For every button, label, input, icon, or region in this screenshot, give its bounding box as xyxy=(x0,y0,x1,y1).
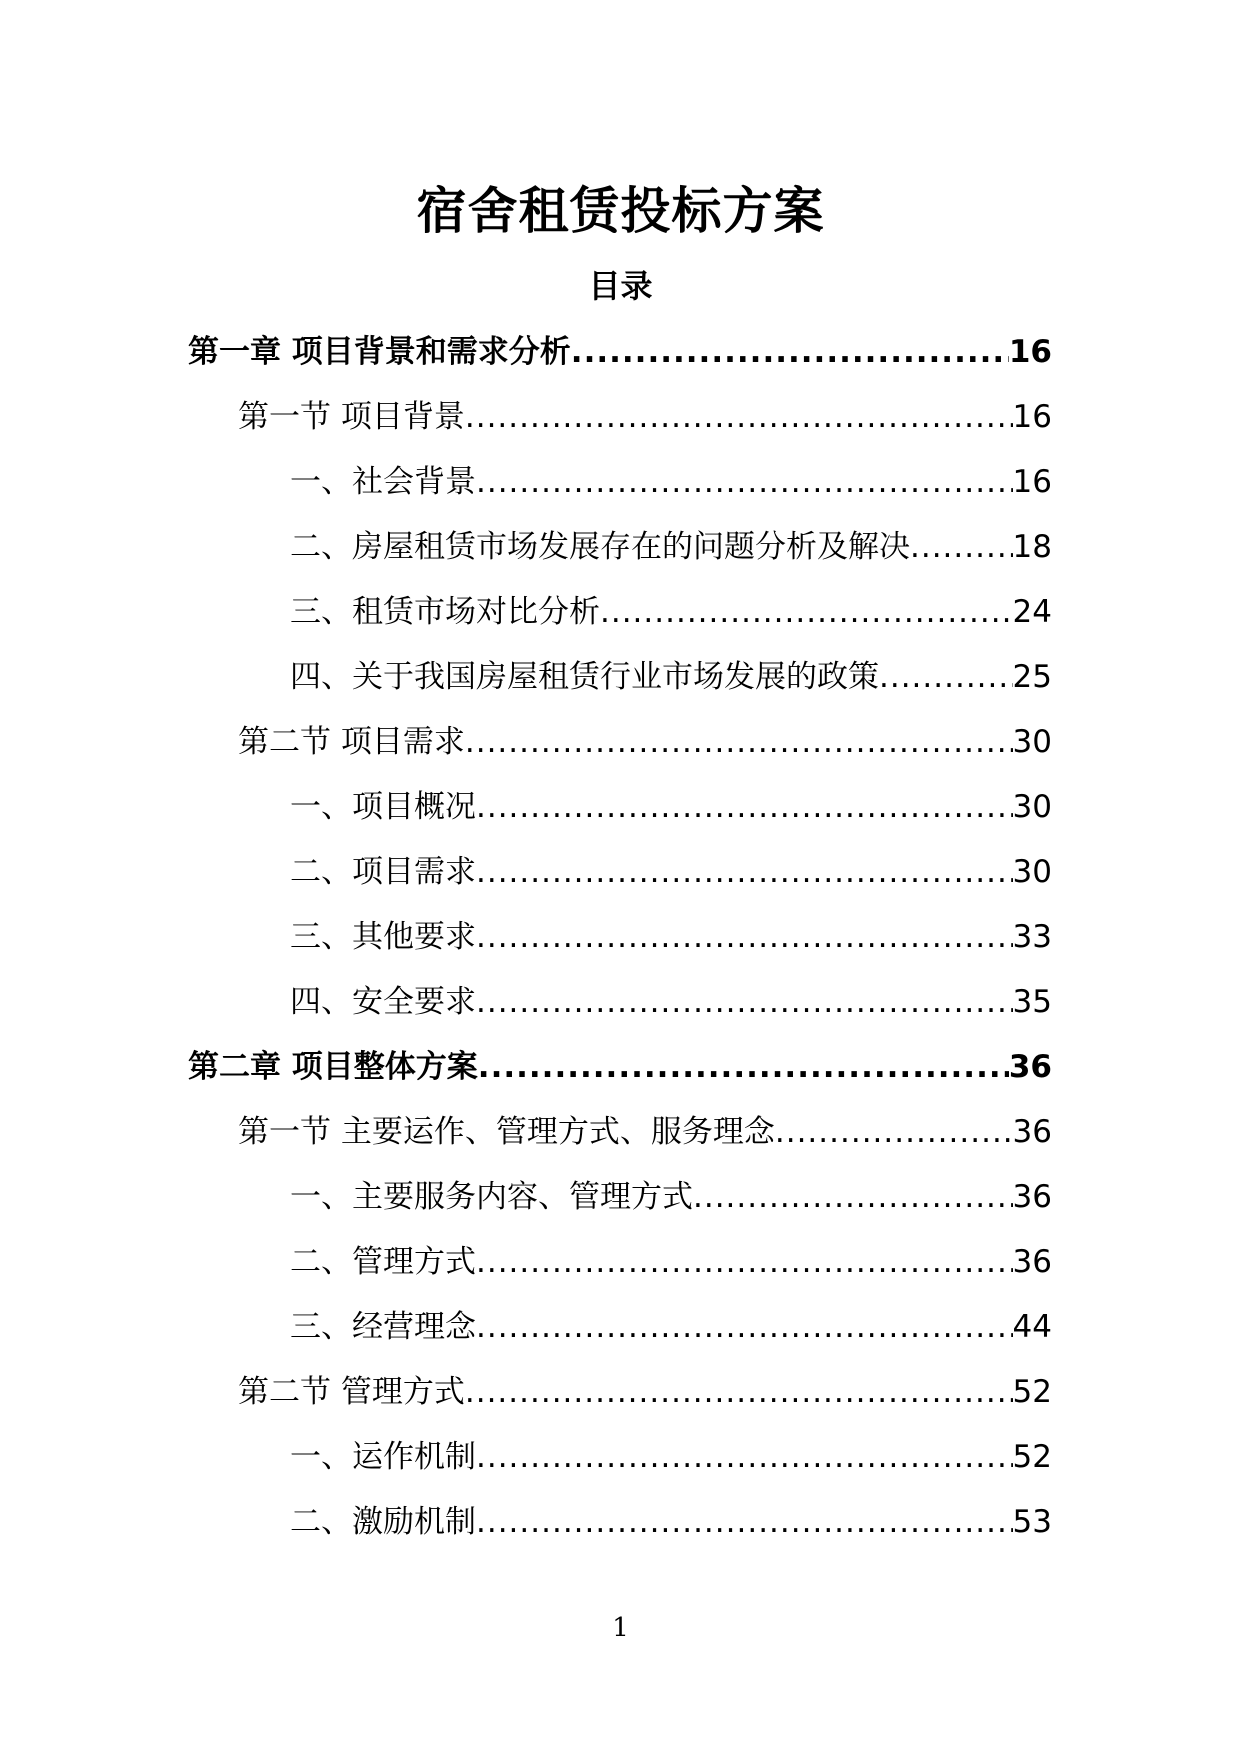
toc-entry-title: 第二节 项目需求 xyxy=(238,724,465,760)
toc-entry-page: 16 xyxy=(1008,334,1052,370)
toc-leader-dots xyxy=(775,1106,1013,1158)
document-title: 宿舍租赁投标方案 xyxy=(416,182,825,240)
toc-leader-dots xyxy=(879,651,1013,703)
page-number: 1 xyxy=(612,1613,629,1643)
toc-entry-title: 一、主要服务内容、管理方式 xyxy=(290,1179,693,1215)
toc-leader-dots xyxy=(476,846,1013,898)
toc-entry-page: 33 xyxy=(1012,919,1052,955)
toc-entry-title: 二、项目需求 xyxy=(290,854,476,890)
toc-entry-page: 18 xyxy=(1012,529,1052,565)
toc-entry-page: 36 xyxy=(1012,1114,1052,1150)
toc-entry-section[interactable] xyxy=(0,391,1241,456)
toc-entry-section[interactable] xyxy=(0,716,1241,781)
toc-entry-page: 25 xyxy=(1012,659,1052,695)
toc-entry-title: 四、关于我国房屋租赁行业市场发展的政策 xyxy=(290,659,879,695)
toc-entry-item[interactable] xyxy=(0,521,1241,586)
toc-leader-dots xyxy=(693,1171,1013,1223)
toc-leader-dots xyxy=(476,1431,1013,1483)
toc-entry-page: 30 xyxy=(1012,724,1052,760)
toc-entry-item[interactable] xyxy=(0,456,1241,521)
toc-entry-item[interactable] xyxy=(0,781,1241,846)
toc-entry-item[interactable] xyxy=(0,976,1241,1041)
toc-entry-page: 53 xyxy=(1012,1504,1052,1540)
toc-entry-page: 44 xyxy=(1012,1309,1052,1345)
toc-entry-chapter[interactable] xyxy=(0,1041,1241,1106)
toc-entry-item[interactable] xyxy=(0,1496,1241,1561)
toc-entry-page: 30 xyxy=(1012,854,1052,890)
toc-entry-page: 35 xyxy=(1012,984,1052,1020)
toc-entry-page: 36 xyxy=(1012,1179,1052,1215)
toc-leader-dots xyxy=(476,911,1013,963)
toc-entry-chapter[interactable] xyxy=(0,326,1241,391)
toc-leader-dots xyxy=(478,1041,1009,1093)
toc-entry-title: 三、经营理念 xyxy=(290,1309,476,1345)
toc-entry-title: 第二节 管理方式 xyxy=(238,1374,465,1410)
toc-entry-title: 四、安全要求 xyxy=(290,984,476,1020)
toc-leader-dots xyxy=(465,391,1013,443)
toc-entry-item[interactable] xyxy=(0,1236,1241,1301)
toc-leader-dots xyxy=(571,326,1009,378)
toc-entry-page: 16 xyxy=(1012,464,1052,500)
toc-entry-page: 36 xyxy=(1012,1244,1052,1280)
toc-entry-section[interactable] xyxy=(0,1366,1241,1431)
toc-entry-title: 第一章 项目背景和需求分析 xyxy=(188,334,571,370)
toc-entry-title: 一、项目概况 xyxy=(290,789,476,825)
toc-leader-dots xyxy=(910,521,1013,573)
toc-leader-dots xyxy=(476,781,1013,833)
toc-entry-page: 52 xyxy=(1012,1374,1052,1410)
toc-entry-item[interactable] xyxy=(0,1171,1241,1236)
toc-entry-item[interactable] xyxy=(0,651,1241,716)
toc-leader-dots xyxy=(476,1236,1013,1288)
toc-entry-page: 16 xyxy=(1012,399,1052,435)
toc-leader-dots xyxy=(465,1366,1013,1418)
toc-heading: 目录 xyxy=(588,267,653,305)
toc-entry-title: 第一节 主要运作、管理方式、服务理念 xyxy=(238,1114,775,1150)
toc-entry-title: 第二章 项目整体方案 xyxy=(188,1049,478,1085)
toc-entry-item[interactable] xyxy=(0,1431,1241,1496)
toc-entry-title: 一、社会背景 xyxy=(290,464,476,500)
toc-entry-item[interactable] xyxy=(0,586,1241,651)
toc-entry-item[interactable] xyxy=(0,846,1241,911)
toc-entry-item[interactable] xyxy=(0,1301,1241,1366)
toc-entry-section[interactable] xyxy=(0,1106,1241,1171)
toc-leader-dots xyxy=(600,586,1013,638)
toc-entry-title: 三、其他要求 xyxy=(290,919,476,955)
toc-entry-page: 36 xyxy=(1008,1049,1052,1085)
toc-leader-dots xyxy=(476,1301,1013,1353)
toc-leader-dots xyxy=(476,1496,1013,1548)
toc-leader-dots xyxy=(465,716,1013,768)
toc-entry-title: 三、租赁市场对比分析 xyxy=(290,594,600,630)
toc-leader-dots xyxy=(476,976,1013,1028)
toc-entry-title: 第一节 项目背景 xyxy=(238,399,465,435)
table-of-contents xyxy=(0,326,1241,1561)
toc-entry-title: 二、激励机制 xyxy=(290,1504,476,1540)
toc-leader-dots xyxy=(476,456,1013,508)
toc-entry-page: 24 xyxy=(1012,594,1052,630)
toc-entry-title: 二、管理方式 xyxy=(290,1244,476,1280)
toc-entry-title: 一、运作机制 xyxy=(290,1439,476,1475)
toc-entry-page: 30 xyxy=(1012,789,1052,825)
toc-entry-item[interactable] xyxy=(0,911,1241,976)
toc-entry-title: 二、房屋租赁市场发展存在的问题分析及解决 xyxy=(290,529,910,565)
toc-entry-page: 52 xyxy=(1012,1439,1052,1475)
